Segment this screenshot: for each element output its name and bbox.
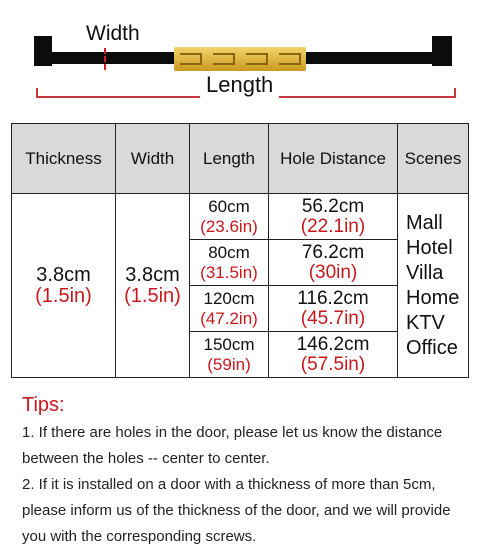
scene-item: Hotel [406,236,453,259]
table-row [12,194,469,240]
length-cm: 150cm [203,334,255,354]
scene-item: KTV [406,311,445,334]
hole-cm: 56.2cm [301,195,365,217]
hole-in: (45.7in) [300,307,366,329]
hole-in: (22.1in) [300,215,366,237]
tip-line: between the holes -- center to center. [22,450,270,467]
scene-item: Villa [406,261,444,284]
header-hole-distance: Hole Distance [269,124,398,194]
scenes-cell [398,194,469,378]
hole-cm: 76.2cm [301,241,365,263]
hole-cell [269,194,398,240]
header-thickness: Thickness [12,124,116,194]
hole-cm: 116.2cm [297,287,369,309]
thickness-cm: 3.8cm [36,263,91,286]
spec-table [11,123,469,378]
length-in: (23.6in) [200,216,258,236]
tip-line: 1. If there are holes in the door, please let us know the distance [22,424,443,441]
header-length: Length [190,124,269,194]
length-cm: 120cm [203,288,255,308]
header-scenes: Scenes [398,124,469,194]
tip-line: please inform us of the thickness of the door, and we will provide [22,502,451,519]
header-width: Width [116,124,190,194]
length-in: (59in) [207,354,251,374]
length-cell [190,332,269,378]
hole-cell [269,286,398,332]
length-label: Length [200,72,279,98]
hole-cell [269,332,398,378]
hole-in: (30in) [308,261,358,283]
length-in: (31.5in) [200,262,258,282]
length-in: (47.2in) [200,308,258,328]
scene-item: Home [406,286,460,309]
table-header-row [12,124,469,194]
hole-in: (57.5in) [300,353,366,375]
length-cell [190,240,269,286]
width-dimension-marker [104,48,106,70]
width-cm: 3.8cm [125,263,180,286]
width-label: Width [86,22,140,45]
tip-line: 2. If it is installed on a door with a thickness of more than 5cm, [22,476,436,493]
scene-item: Mall [406,211,443,234]
gold-ornament-image [174,47,306,71]
thickness-in: (1.5in) [35,284,92,307]
length-cell [190,286,269,332]
width-in: (1.5in) [124,284,181,307]
tips-title: Tips: [22,394,65,416]
hole-cm: 146.2cm [296,333,370,355]
scene-item: Office [406,336,458,359]
tip-line: you with the corresponding screws. [22,528,257,545]
width-cell [116,194,190,378]
length-cm: 60cm [208,196,250,216]
hole-cell [269,240,398,286]
length-cm: 80cm [208,242,250,262]
thickness-cell [12,194,116,378]
length-cell [190,194,269,240]
